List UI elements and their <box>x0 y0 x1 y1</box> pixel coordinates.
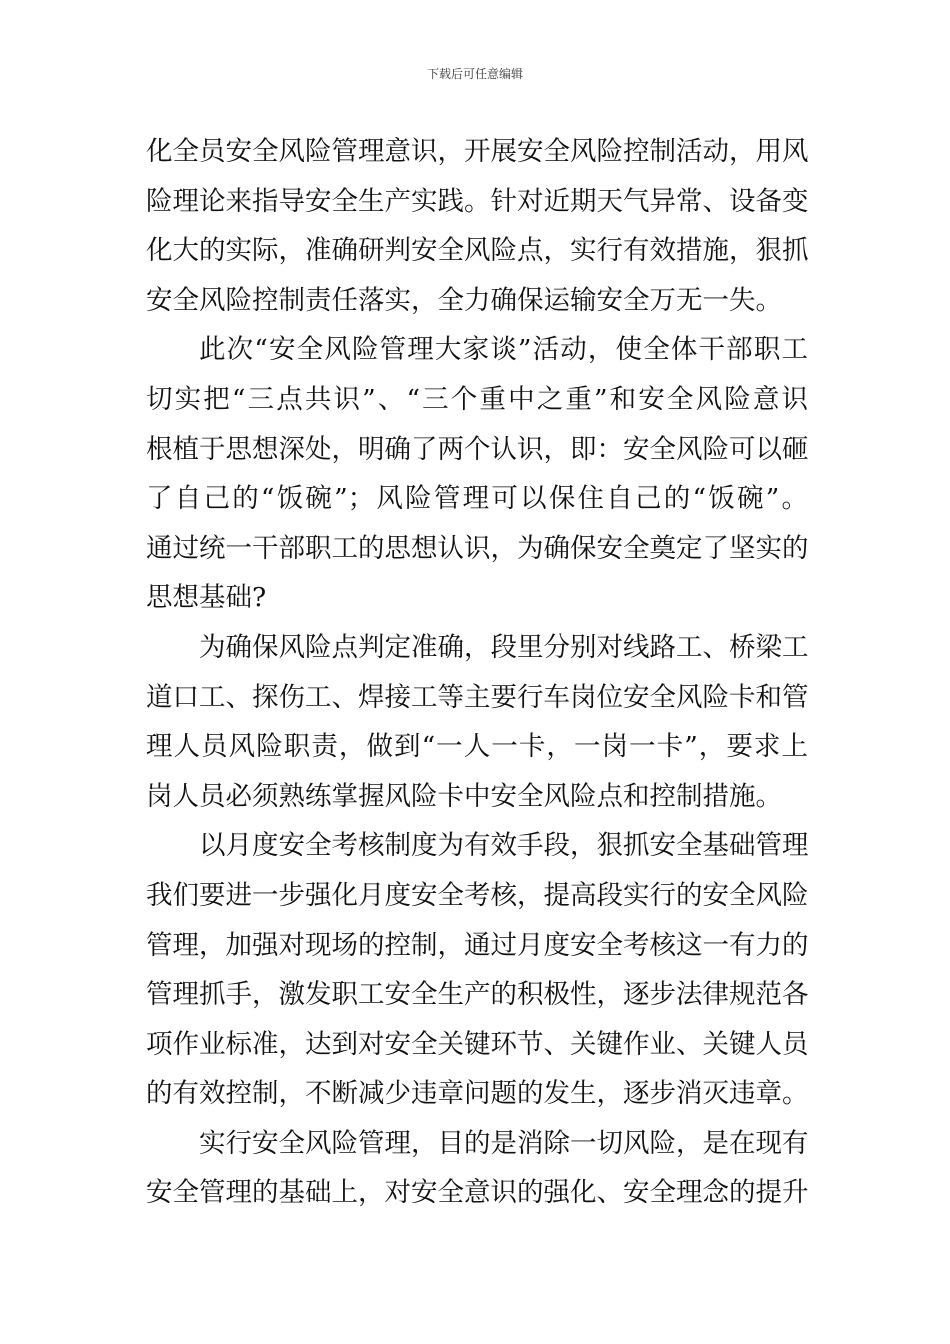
body-text-line: 岗人员必须熟练掌握风险卡中安全风险点和控制措施。 <box>146 780 782 812</box>
body-text-line: 项作业标准，达到对安全关键环节、关键作业、关键人员 <box>146 1028 809 1060</box>
body-text-line: 实行安全风险管理，目的是消除一切风险，是在现有 <box>199 1127 809 1159</box>
body-text-line: 险理论来指导安全生产实践。针对近期天气异常、设备变 <box>146 185 809 217</box>
body-text-line: 管理抓手，激发职工安全生产的积极性，逐步法律规范各 <box>146 979 809 1011</box>
body-text-line: 了自己的“饭碗”；风险管理可以保住自己的“饭碗”。 <box>146 483 808 515</box>
body-text-line: 以月度安全考核制度为有效手段，狠抓安全基础管理 <box>199 830 809 862</box>
body-text-line: 的有效控制，不断减少违章问题的发生，逐步消灭违章。 <box>146 1078 809 1110</box>
body-text-line: 切实把“三点共识”、“三个重中之重”和安全风险意识 <box>146 383 808 415</box>
page-header: 下载后可任意编辑 <box>426 67 523 81</box>
body-text-line: 通过统一干部职工的思想认识，为确保安全奠定了坚实的 <box>146 532 809 564</box>
body-text-line: 思想基础? <box>146 582 267 614</box>
body-text-line: 为确保风险点判定准确，段里分别对线路工、桥梁工 <box>199 631 809 663</box>
body-text-line: 根植于思想深处，明确了两个认识，即：安全风险可以砸 <box>146 433 809 465</box>
body-text-line: 理人员风险职责，做到“一人一卡，一岗一卡”，要求上 <box>146 731 808 763</box>
body-text-line: 安全管理的基础上，对安全意识的强化、安全理念的提升 <box>146 1177 809 1209</box>
document-body <box>146 127 808 1218</box>
body-text-line: 我们要进一步强化月度安全考核，提高段实行的安全风险 <box>146 879 809 911</box>
body-text-line: 化全员安全风险管理意识，开展安全风险控制活动，用风 <box>146 136 809 167</box>
body-text-line: 此次“安全风险管理大家谈”活动，使全体干部职工 <box>199 334 808 366</box>
body-text-line: 化大的实际，准确研判安全风险点，实行有效措施，狠抓 <box>146 235 809 267</box>
body-text-line: 道口工、探伤工、焊接工等主要行车岗位安全风险卡和管 <box>146 681 809 713</box>
body-text-line: 安全风险控制责任落实，全力确保运输安全万无一失。 <box>146 284 782 316</box>
body-text-line: 管理，加强对现场的控制，通过月度安全考核这一有力的 <box>146 929 809 961</box>
